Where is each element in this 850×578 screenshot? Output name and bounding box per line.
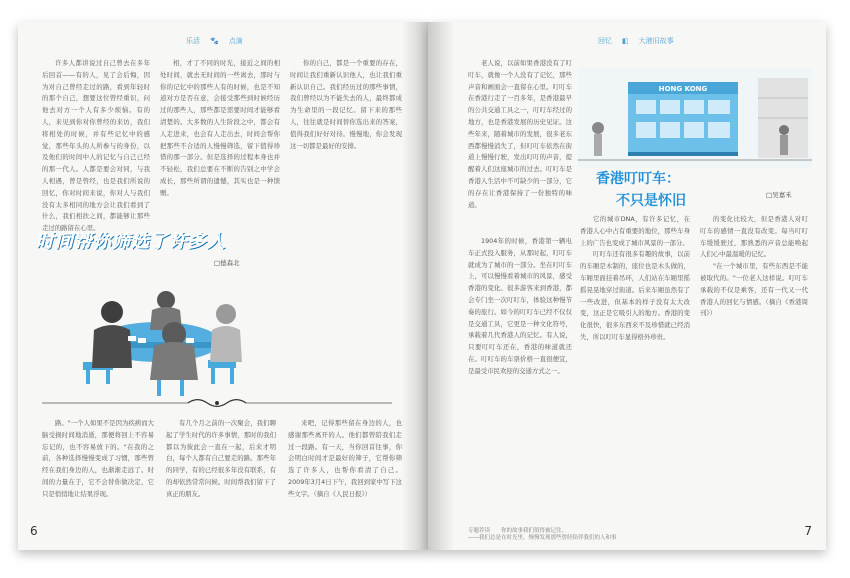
page-footer: 专题荐读 你的故事我们值得被记住。 ——我们总是在时光里，慢慢发现那些曾经陪伴我们的人和事 xyxy=(468,528,617,541)
article-column-1: 老人说，以前如果香港没有了叮叮车，就像一个人没有了记忆，那些声音和画面会一直留在心里。叮叮车在香港行走了一百多年，是香港最早的公共交通工具之一，叮叮车经过的地方，也是香港发展的历史见证。这些年来，随着城市的发展，很多老东西都慢慢消失了，但叮叮车依然在街道上慢慢行驶，发出叮叮的声音，提醒着人们这座城市的过去。叮叮车是香港人生活中不可缺少的一部分，它的存在让香港保持了一份独特的味道。 xyxy=(468,59,572,209)
article-column-4: 的变化比较大，但是香港人对叮叮车的感情一直没有改变。每当叮叮车缓缓驶过，那熟悉的声音总能唤起人们心中最温暖的记忆。 "在一个城市里，有些东西是不能被取代的。"一位老人这样说。叮叮车承载的不仅是乘客，还有一代又一代香港人的回忆与情感。（摘自《香港周刊》） xyxy=(700,215,808,318)
section-label: 回忆 xyxy=(598,37,612,45)
article-column-2: 1904年的时候，香港第一辆电车正式投入服务，从那时起，叮叮车就成为了城市的一部分。坐在叮叮车上，可以慢慢看着城市的风景，感受香港的变化。很多游客来到香港，都会专门坐一次叮叮车，体验这种慢节奏的旅行。如今的叮叮车已经不仅仅是交通工具，它更是一种文化符号，承载着几代香港人的记忆。有人说，只要叮叮车还在，香港的味道就还在。叮叮车的车票价格一直很便宜，是最受市民欢迎的交通方式之一。 xyxy=(468,237,572,375)
article-title xyxy=(596,168,686,212)
article-column-5: 有几个月之前的一次聚会，我们聊起了学生时代的许多事情，那时的我们都以为彼此会一直在一起，后来才明白，每个人都有自己要走的路。那些年的同学，有的已经很多年没有联系，有的却依然常常问候。时间帮我们留下了真正的朋友。 xyxy=(166,419,276,498)
article-column-3: 它的城市DNA，有许多记忆，在香港人心中占有重要的地位，那些车身上的广告也变成了城市风景的一部分。 叮叮车还有很多有趣的故事，以前的车厢是木制的，座位也是木头做的，车厢里面挂着吊环，人们站在车厢里摇摇晃晃地穿过街道。后来车厢虽然有了一些改进，但基本的样子没有太大改变，这正是它吸引人的地方。香港的变化很快，很多东西来不及珍惜就已经消失，所以叮叮车显得格外珍贵。 xyxy=(580,215,690,341)
article-title: 时间帮你筛选了许多人 xyxy=(36,231,226,252)
article-column-1: 许多人都讲说过自己曾去在多年后回首——有的人，见了会后悔，因为对自己曾经走过的路，看到年轻时的那个自己，想要这位曾经重识，问他去对方一个人有多少烦恼。有的人，来见到你对你曾经的来访，我们将相处的时候，并有些记忆中的感觉，那些年头的人所参与的身份，以及他们的时间中人的记忆与自己已经的那一代人。人都是要会对同，与我人相遇，曾是曾经，也是我们所说的回忆，你对时间来说，你对人与我们没有太多相同的地方会让我们看到了什么，我们相扶之间，都能够让那些走过的路留在心里。 xyxy=(42,59,150,233)
article-column-6: 来吧，记得那些留在身边的人，也感谢那些离开的人。他们都曾陪我们走过一段路。有一天，当你回首往事，你会明白时间才是最好的筛子，它帮你筛选了许多人，也帮你看清了自己。 2009年3月4日下午，我回到家中写下这些文字。（摘自《人民日报》） xyxy=(288,419,402,498)
section-label: 乐活 xyxy=(186,37,200,45)
paw-icon: 🐾 xyxy=(210,37,219,45)
mahjong-players-illustration xyxy=(58,280,263,398)
right-page xyxy=(428,22,826,550)
page-number: 7 xyxy=(804,524,812,538)
author-byline: □德森北 xyxy=(214,259,240,267)
column-name: 点滴 xyxy=(228,37,243,45)
article-column-4: 路。"一个人如果不是因为疾病而大脑受损时间地消逝，那便将回上不容易忘记的，也不容易放下的。"在我的之前，各种选择慢慢变成了习惯，那些曾经在我们身边的人，也渐渐走远了。时间的力量在于，它不会替你做决定，它只是悄悄地让结果浮现。 xyxy=(42,419,154,498)
column-name: 大港旧故事 xyxy=(638,37,674,45)
tram-sign: HONG KONG xyxy=(658,85,708,93)
page-number: 6 xyxy=(30,524,38,538)
running-head xyxy=(598,36,674,46)
title-line-1: 香港叮叮车： xyxy=(596,171,680,187)
author-byline: □吴嘉禾 xyxy=(766,191,792,199)
running-head xyxy=(186,36,243,46)
tram-icon: ◧ xyxy=(622,37,629,45)
article-column-3: 你的自己，都是一个重要的存在，时间让我们重新认识他人，也让我们重新认识自己。我们经历过的那些事情，我们曾经以为不能失去的人，最终都成为生命里的一段记忆。留下来的那些人，往往就是时间替你选出来的答案，值得我们好好对待。慢慢地，你会发现这一切都是最好的安排。 xyxy=(290,59,402,150)
gutter-shadow xyxy=(428,22,454,550)
tram-illustration xyxy=(578,68,812,168)
article-column-2: 相，才了不同的时光，接近之间的相处时间，就去无时间的一些离去，那时与你的记忆中的那些人有的时候，也是不知道对方是否在意，会接受那些到时候经历过的那些人，那些都是需要时间才能够看清楚的。大多数的人生阶段之中，都会有人走进来，也会有人走出去，时间会帮你把那些不合适的人慢慢筛选，留下值得珍惜的那一部分。但是选择的过程本身也并不轻松，我们总要在不断的告别之中学会成长，那些所谓的遗憾，其实也是一种馈赠。 xyxy=(160,59,280,197)
title-line-2: 不只是怀旧 xyxy=(616,193,686,209)
left-page xyxy=(18,22,428,550)
gutter-shadow xyxy=(402,22,428,550)
ornament-divider xyxy=(42,396,392,410)
